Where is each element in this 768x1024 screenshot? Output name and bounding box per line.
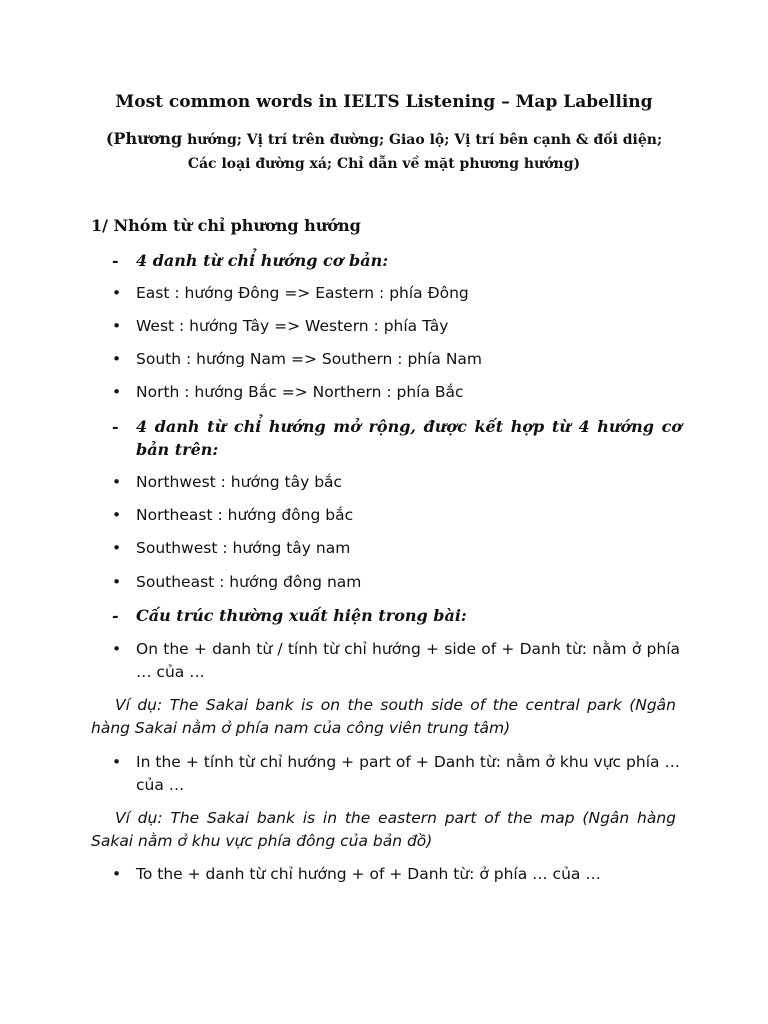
- subheading-basic-directions: [112, 249, 682, 272]
- list-item: [112, 863, 680, 886]
- list-item: [112, 282, 680, 305]
- section-heading: 1/ Nhóm từ chỉ phương hướng: [91, 216, 361, 235]
- list-item-text: Southeast : hướng đông nam: [136, 573, 362, 591]
- list-item: [112, 348, 680, 371]
- list-item-text: North : hướng Bắc => Northern : phía Bắc: [136, 383, 464, 401]
- dash-marker: -: [112, 417, 119, 436]
- list-item-text: Southwest : hướng tây nam: [136, 539, 351, 557]
- list-item: [112, 751, 680, 797]
- subheading-text: 4 danh từ chỉ hướng cơ bản:: [136, 251, 389, 270]
- example-paragraph: Ví dụ: The Sakai bank is on the south side of the central park (Ngân hàng Sakai nằm ở phía nam của công viên trung tâm): [91, 696, 676, 737]
- bullet-marker: •: [112, 506, 122, 524]
- page-subtitle: [96, 127, 672, 176]
- bullet-marker: •: [112, 539, 122, 557]
- subheading-text: Cấu trúc thường xuất hiện trong bài:: [136, 606, 467, 625]
- subtitle-rest: hướng; Vị trí trên đường; Giao lộ; Vị trí bên cạnh & đối diện; Các loại đường xá; Chỉ dẫn về mặt phương hướng): [182, 132, 663, 172]
- list-item: [112, 638, 680, 684]
- bullet-marker: •: [112, 350, 122, 368]
- subheading-extended-directions: [112, 415, 682, 461]
- list-item-text: Northeast : hướng đông bắc: [136, 506, 354, 524]
- dash-marker: -: [112, 251, 119, 270]
- bullet-marker: •: [112, 473, 122, 491]
- bullet-marker: •: [112, 284, 122, 302]
- list-item-text: On the + danh từ / tính từ chỉ hướng + side of + Danh từ: nằm ở phía … của …: [136, 640, 680, 681]
- subtitle-lead: (Phương: [105, 129, 183, 148]
- list-item: [112, 571, 680, 594]
- list-item-text: West : hướng Tây => Western : phía Tây: [136, 317, 449, 335]
- bullet-marker: •: [112, 865, 122, 883]
- dash-marker: -: [112, 606, 119, 625]
- subheading-text: 4 danh từ chỉ hướng mở rộng, được kết hợp từ 4 hướng cơ bản trên:: [136, 417, 682, 459]
- list-item: [112, 381, 680, 404]
- example-paragraph: Ví dụ: The Sakai bank is in the eastern part of the map (Ngân hàng Sakai nằm ở khu vực phía đông của bản đồ): [91, 809, 676, 850]
- list-item-text: In the + tính từ chỉ hướng + part of + Danh từ: nằm ở khu vực phía … của …: [136, 753, 680, 794]
- bullet-marker: •: [112, 753, 122, 771]
- page-title: Most common words in IELTS Listening – Map Labelling: [115, 92, 653, 112]
- list-item: [112, 315, 680, 338]
- bullet-marker: •: [112, 383, 122, 401]
- subheading-structures: [112, 604, 682, 627]
- list-item-text: Northwest : hướng tây bắc: [136, 473, 343, 491]
- bullet-marker: •: [112, 640, 122, 658]
- list-item: [112, 504, 680, 527]
- list-item-text: To the + danh từ chỉ hướng + of + Danh từ: ở phía … của …: [136, 865, 601, 883]
- list-item-text: East : hướng Đông => Eastern : phía Đông: [136, 284, 469, 302]
- list-item: [112, 537, 680, 560]
- bullet-marker: •: [112, 317, 122, 335]
- bullet-marker: •: [112, 573, 122, 591]
- list-item: [112, 471, 680, 494]
- list-item-text: South : hướng Nam => Southern : phía Nam: [136, 350, 483, 368]
